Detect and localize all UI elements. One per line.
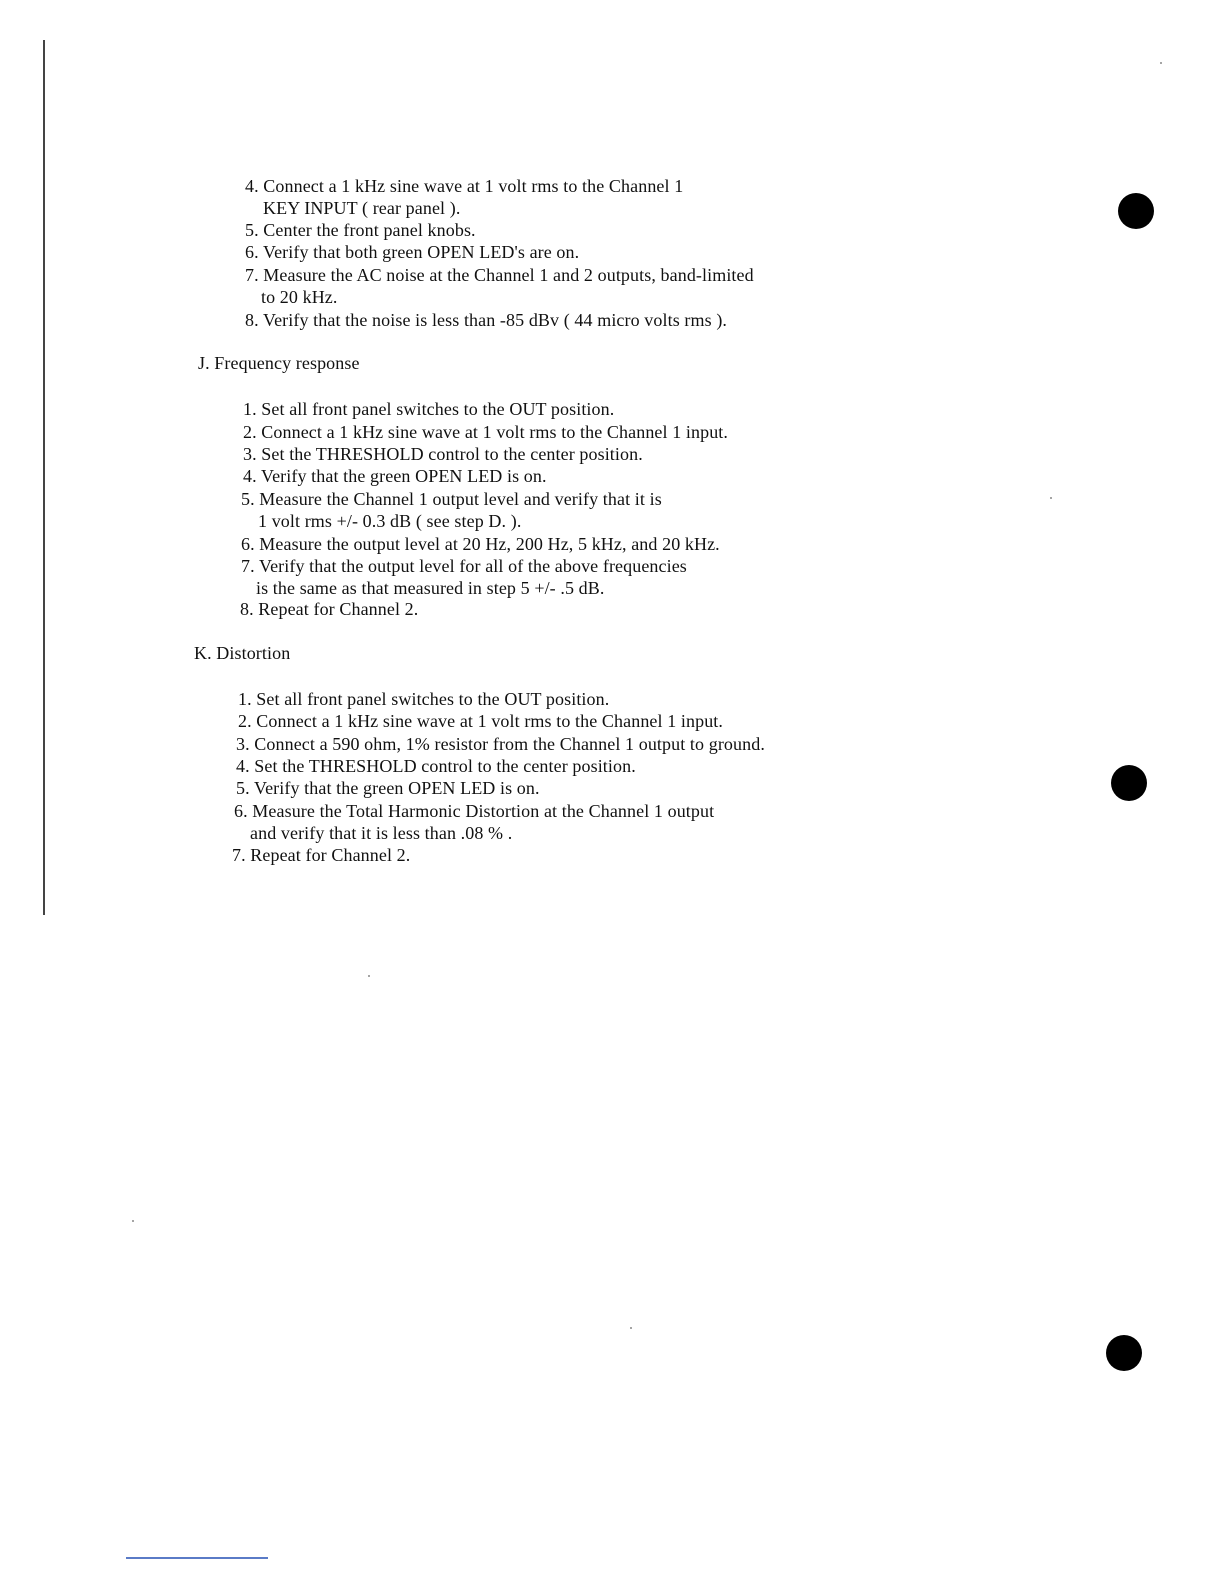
step-text: 6. Measure the Total Harmonic Distortion at the Channel 1 output <box>234 801 715 821</box>
scan-speck <box>132 1220 134 1222</box>
scan-speck <box>630 1327 632 1329</box>
step-text: 1 volt rms +/- 0.3 dB ( see step D. ). <box>258 511 522 531</box>
step-text: 3. Connect a 590 ohm, 1% resistor from the Channel 1 output to ground. <box>236 734 765 754</box>
step-text: 7. Verify that the output level for all of the above frequencies <box>241 556 687 576</box>
step-text: 4. Set the THRESHOLD control to the center position. <box>236 756 636 776</box>
step-text: 6. Measure the output level at 20 Hz, 200 Hz, 5 kHz, and 20 kHz. <box>241 534 720 554</box>
step-text: 1. Set all front panel switches to the OUT position. <box>243 399 615 419</box>
step-text: 1. Set all front panel switches to the OUT position. <box>238 689 610 709</box>
step-text: 2. Connect a 1 kHz sine wave at 1 volt rms to the Channel 1 input. <box>243 422 729 442</box>
margin-line <box>43 40 45 915</box>
step-text: is the same as that measured in step 5 +/- .5 dB. <box>256 578 605 598</box>
bottom-rule <box>126 1557 268 1559</box>
step-text: 5. Measure the Channel 1 output level and verify that it is <box>241 489 662 509</box>
step-text: 8. Verify that the noise is less than -85 dBv ( 44 micro volts rms ). <box>245 310 728 330</box>
step-text: and verify that it is less than .08 % . <box>250 823 513 843</box>
step-text: 7. Measure the AC noise at the Channel 1 and 2 outputs, band-limited <box>245 265 754 285</box>
step-text: to 20 kHz. <box>261 287 338 307</box>
step-text: 3. Set the THRESHOLD control to the center position. <box>243 444 643 464</box>
section-j-title: J. Frequency response <box>198 353 360 373</box>
punch-hole-top <box>1118 193 1154 229</box>
punch-hole-middle <box>1111 765 1147 801</box>
step-text: 4. Verify that the green OPEN LED is on. <box>243 466 547 486</box>
scan-speck <box>1050 497 1052 499</box>
scan-speck <box>1160 62 1162 64</box>
step-text: 5. Center the front panel knobs. <box>245 220 476 240</box>
step-text: 5. Verify that the green OPEN LED is on. <box>236 778 540 798</box>
step-text: 2. Connect a 1 kHz sine wave at 1 volt rms to the Channel 1 input. <box>238 711 724 731</box>
step-text: 6. Verify that both green OPEN LED's are on. <box>245 242 580 262</box>
step-text: KEY INPUT ( rear panel ). <box>263 198 461 218</box>
step-text: 7. Repeat for Channel 2. <box>232 845 411 865</box>
scan-speck <box>368 975 370 977</box>
punch-hole-bottom <box>1106 1335 1142 1371</box>
step-text: 8. Repeat for Channel 2. <box>240 599 419 619</box>
step-text: 4. Connect a 1 kHz sine wave at 1 volt rms to the Channel 1 <box>245 176 684 196</box>
section-k-title: K. Distortion <box>194 643 291 663</box>
